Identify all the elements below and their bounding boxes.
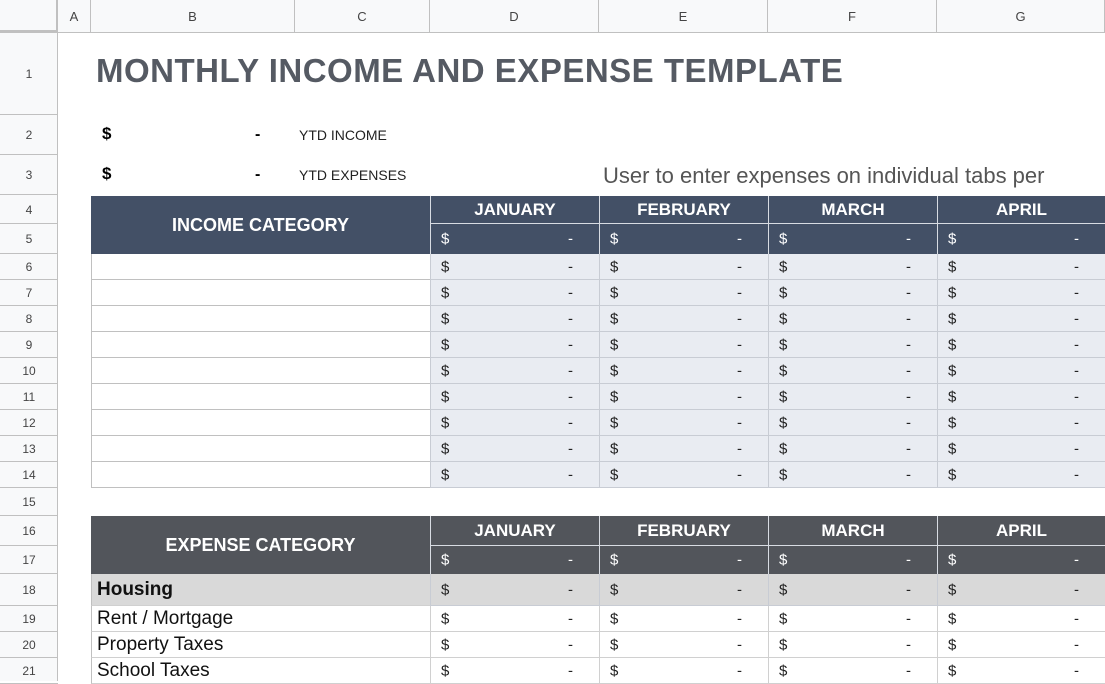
income-amount-cell[interactable] [599, 358, 768, 384]
income-month-total-april[interactable] [937, 224, 1105, 254]
amount-value: - [1074, 258, 1079, 275]
currency-symbol: $ [441, 466, 450, 483]
currency-symbol: $ [610, 466, 619, 483]
row-header-18[interactable]: 18 [0, 574, 58, 606]
amount-value: - [1074, 362, 1079, 379]
income-amount-cell[interactable] [768, 280, 937, 306]
row-header-10[interactable]: 10 [0, 358, 58, 384]
currency-symbol: $ [610, 551, 619, 569]
amount-value: - [906, 388, 911, 405]
currency-symbol: $ [610, 362, 619, 379]
amount-value: - [906, 610, 911, 627]
currency-symbol: $ [948, 581, 957, 598]
expense-month-header-february[interactable]: FEBRUARY [599, 516, 768, 546]
currency-symbol: $ [779, 610, 788, 627]
income-category-cell[interactable] [91, 410, 430, 436]
amount-value: - [1074, 551, 1079, 569]
expense-amount-cell[interactable] [599, 632, 768, 658]
amount-value: - [1074, 636, 1079, 653]
currency-symbol: $ [779, 636, 788, 653]
currency-symbol: $ [948, 440, 957, 457]
expense-group-label[interactable]: Housing [91, 574, 430, 606]
row-header-20[interactable]: 20 [0, 632, 58, 658]
currency-symbol: $ [610, 581, 619, 598]
expense-amount-cell[interactable] [768, 658, 937, 684]
row-header-3[interactable]: 3 [0, 155, 58, 195]
amount-value: - [737, 466, 742, 483]
income-amount-cell[interactable] [768, 254, 937, 280]
currency-symbol: $ [779, 414, 788, 431]
currency-symbol: $ [779, 336, 788, 353]
currency-symbol: $ [779, 581, 788, 598]
amount-value: - [1074, 440, 1079, 457]
currency-symbol: $ [441, 581, 450, 598]
expense-amount-cell[interactable] [430, 658, 599, 684]
amount-value: - [568, 581, 573, 598]
income-amount-cell[interactable] [768, 306, 937, 332]
expense-amount-cell[interactable] [937, 632, 1105, 658]
row-header-8[interactable]: 8 [0, 306, 58, 332]
amount-value: - [568, 610, 573, 627]
amount-value: - [906, 310, 911, 327]
row-header-2[interactable]: 2 [0, 115, 58, 155]
currency-symbol: $ [948, 258, 957, 275]
ytd-income-currency[interactable]: $ [102, 124, 112, 143]
currency-symbol: $ [948, 362, 957, 379]
amount-value: - [737, 362, 742, 379]
amount-value: - [568, 362, 573, 379]
amount-value: - [737, 581, 742, 598]
row-header-6[interactable]: 6 [0, 254, 58, 280]
currency-symbol: $ [441, 230, 450, 248]
income-category-cell[interactable] [91, 436, 430, 462]
income-amount-cell[interactable] [599, 410, 768, 436]
expense-group-amount-cell[interactable] [768, 574, 937, 606]
row-header-17[interactable]: 17 [0, 546, 58, 574]
amount-value: - [737, 662, 742, 679]
row-header-13[interactable]: 13 [0, 436, 58, 462]
currency-symbol: $ [441, 362, 450, 379]
row-header-12[interactable]: 12 [0, 410, 58, 436]
amount-value: - [568, 388, 573, 405]
currency-symbol: $ [610, 310, 619, 327]
income-amount-cell[interactable] [768, 410, 937, 436]
row-header-19[interactable]: 19 [0, 606, 58, 632]
row-header-16[interactable]: 16 [0, 516, 58, 546]
expense-group-amount-cell[interactable] [430, 574, 599, 606]
income-amount-cell[interactable] [937, 358, 1105, 384]
amount-value: - [906, 258, 911, 275]
currency-symbol: $ [779, 662, 788, 679]
amount-value: - [906, 551, 911, 569]
amount-value: - [906, 336, 911, 353]
currency-symbol: $ [779, 284, 788, 301]
row-header-4[interactable]: 4 [0, 196, 58, 224]
currency-symbol: $ [610, 336, 619, 353]
amount-value: - [737, 414, 742, 431]
expense-month-header-january[interactable]: JANUARY [430, 516, 599, 546]
amount-value: - [568, 230, 573, 248]
currency-symbol: $ [441, 610, 450, 627]
amount-value: - [906, 466, 911, 483]
currency-symbol: $ [441, 310, 450, 327]
income-month-header-april[interactable]: APRIL [937, 196, 1105, 224]
currency-symbol: $ [779, 362, 788, 379]
column-header-d[interactable]: D [430, 0, 599, 33]
amount-value: - [568, 336, 573, 353]
amount-value: - [568, 310, 573, 327]
amount-value: - [737, 551, 742, 569]
amount-value: - [737, 636, 742, 653]
income-amount-cell[interactable] [937, 332, 1105, 358]
amount-value: - [1074, 336, 1079, 353]
expense-amount-cell[interactable] [937, 658, 1105, 684]
amount-value: - [906, 581, 911, 598]
amount-value: - [737, 258, 742, 275]
amount-value: - [568, 258, 573, 275]
expense-month-total-january[interactable] [430, 546, 599, 574]
currency-symbol: $ [610, 414, 619, 431]
ytd-income-label[interactable]: YTD INCOME [299, 127, 387, 143]
income-amount-cell[interactable] [937, 462, 1105, 488]
amount-value: - [906, 440, 911, 457]
row-header-21[interactable]: 21 [0, 658, 58, 684]
column-header-a[interactable]: A [58, 0, 91, 33]
currency-symbol: $ [610, 258, 619, 275]
income-category-cell[interactable] [91, 254, 430, 280]
expense-category-label[interactable]: Property Taxes [91, 632, 430, 658]
amount-value: - [568, 466, 573, 483]
income-amount-cell[interactable] [937, 306, 1105, 332]
income-amount-cell[interactable] [937, 384, 1105, 410]
expense-group-amount-cell[interactable] [599, 574, 768, 606]
amount-value: - [568, 284, 573, 301]
currency-symbol: $ [779, 388, 788, 405]
income-amount-cell[interactable] [599, 280, 768, 306]
expense-amount-cell[interactable] [599, 606, 768, 632]
income-amount-cell[interactable] [768, 462, 937, 488]
expense-amount-cell[interactable] [768, 606, 937, 632]
amount-value: - [568, 662, 573, 679]
column-header-e[interactable]: E [599, 0, 768, 33]
amount-value: - [906, 414, 911, 431]
currency-symbol: $ [779, 258, 788, 275]
income-amount-cell[interactable] [430, 410, 599, 436]
income-amount-cell[interactable] [430, 384, 599, 410]
expense-month-header-march[interactable]: MARCH [768, 516, 937, 546]
ytd-expenses-label[interactable]: YTD EXPENSES [299, 167, 407, 183]
currency-symbol: $ [779, 310, 788, 327]
income-amount-cell[interactable] [768, 384, 937, 410]
income-amount-cell[interactable] [599, 306, 768, 332]
expense-month-header-april[interactable]: APRIL [937, 516, 1105, 546]
amount-value: - [568, 551, 573, 569]
income-month-total-march[interactable] [768, 224, 937, 254]
currency-symbol: $ [948, 336, 957, 353]
amount-value: - [737, 610, 742, 627]
income-month-total-january[interactable] [430, 224, 599, 254]
amount-value: - [1074, 230, 1079, 248]
currency-symbol: $ [948, 662, 957, 679]
column-header-g[interactable]: G [937, 0, 1105, 33]
column-header-f[interactable]: F [768, 0, 937, 33]
ytd-income-value[interactable]: - [255, 126, 261, 143]
amount-value: - [906, 362, 911, 379]
currency-symbol: $ [610, 284, 619, 301]
currency-symbol: $ [779, 230, 788, 248]
amount-value: - [568, 440, 573, 457]
income-category-cell[interactable] [91, 384, 430, 410]
row-header-5[interactable]: 5 [0, 224, 58, 254]
currency-symbol: $ [610, 440, 619, 457]
currency-symbol: $ [948, 230, 957, 248]
income-amount-cell[interactable] [937, 410, 1105, 436]
income-amount-cell[interactable] [937, 280, 1105, 306]
income-category-cell[interactable] [91, 306, 430, 332]
currency-symbol: $ [779, 440, 788, 457]
income-amount-cell[interactable] [599, 462, 768, 488]
amount-value: - [1074, 388, 1079, 405]
income-amount-cell[interactable] [430, 254, 599, 280]
income-category-cell[interactable] [91, 358, 430, 384]
expense-category-label[interactable]: Rent / Mortgage [91, 606, 430, 632]
currency-symbol: $ [441, 258, 450, 275]
row-header-7[interactable]: 7 [0, 280, 58, 306]
income-category-cell[interactable] [91, 280, 430, 306]
currency-symbol: $ [779, 466, 788, 483]
income-month-header-february[interactable]: FEBRUARY [599, 196, 768, 224]
currency-symbol: $ [948, 636, 957, 653]
income-amount-cell[interactable] [430, 280, 599, 306]
currency-symbol: $ [948, 551, 957, 569]
page-title[interactable]: MONTHLY INCOME AND EXPENSE TEMPLATE [96, 52, 844, 89]
amount-value: - [1074, 662, 1079, 679]
amount-value: - [906, 662, 911, 679]
income-category-header[interactable]: INCOME CATEGORY [91, 196, 430, 254]
amount-value: - [737, 336, 742, 353]
row-header-11[interactable]: 11 [0, 384, 58, 410]
amount-value: - [737, 440, 742, 457]
ytd-expenses-value[interactable]: - [255, 166, 261, 183]
currency-symbol: $ [441, 551, 450, 569]
currency-symbol: $ [610, 662, 619, 679]
income-amount-cell[interactable] [430, 358, 599, 384]
currency-symbol: $ [441, 636, 450, 653]
currency-symbol: $ [948, 610, 957, 627]
row-header-14[interactable]: 14 [0, 462, 58, 488]
amount-value: - [1074, 581, 1079, 598]
income-amount-cell[interactable] [937, 436, 1105, 462]
currency-symbol: $ [441, 662, 450, 679]
expense-month-total-april[interactable] [937, 546, 1105, 574]
amount-value: - [1074, 284, 1079, 301]
amount-value: - [1074, 610, 1079, 627]
amount-value: - [906, 284, 911, 301]
amount-value: - [568, 636, 573, 653]
income-category-cell[interactable] [91, 462, 430, 488]
amount-value: - [1074, 466, 1079, 483]
amount-value: - [737, 284, 742, 301]
column-header-b[interactable]: B [91, 0, 295, 33]
currency-symbol: $ [441, 414, 450, 431]
currency-symbol: $ [779, 551, 788, 569]
income-month-total-february[interactable] [599, 224, 768, 254]
income-amount-cell[interactable] [430, 462, 599, 488]
amount-value: - [737, 230, 742, 248]
income-amount-cell[interactable] [599, 254, 768, 280]
expense-category-header[interactable]: EXPENSE CATEGORY [91, 516, 430, 574]
currency-symbol: $ [441, 336, 450, 353]
expense-group-amount-cell[interactable] [937, 574, 1105, 606]
currency-symbol: $ [610, 636, 619, 653]
income-amount-cell[interactable] [768, 358, 937, 384]
row-header-15[interactable]: 15 [0, 488, 58, 516]
currency-symbol: $ [610, 388, 619, 405]
currency-symbol: $ [441, 388, 450, 405]
currency-symbol: $ [441, 440, 450, 457]
amount-value: - [906, 230, 911, 248]
amount-value: - [568, 414, 573, 431]
income-amount-cell[interactable] [430, 332, 599, 358]
expense-month-total-march[interactable] [768, 546, 937, 574]
currency-symbol: $ [610, 610, 619, 627]
income-amount-cell[interactable] [599, 384, 768, 410]
amount-value: - [737, 388, 742, 405]
income-amount-cell[interactable] [768, 436, 937, 462]
income-month-header-january[interactable]: JANUARY [430, 196, 599, 224]
currency-symbol: $ [948, 310, 957, 327]
income-amount-cell[interactable] [937, 254, 1105, 280]
income-amount-cell[interactable] [599, 332, 768, 358]
expense-month-total-february[interactable] [599, 546, 768, 574]
column-header-c[interactable]: C [295, 0, 430, 33]
ytd-expenses-currency[interactable]: $ [102, 164, 112, 183]
income-amount-cell[interactable] [430, 306, 599, 332]
amount-value: - [737, 310, 742, 327]
expense-category-label[interactable]: School Taxes [91, 658, 430, 684]
income-amount-cell[interactable] [430, 436, 599, 462]
amount-value: - [1074, 414, 1079, 431]
expense-amount-cell[interactable] [430, 606, 599, 632]
amount-value: - [1074, 310, 1079, 327]
income-amount-cell[interactable] [768, 332, 937, 358]
expense-amount-cell[interactable] [599, 658, 768, 684]
row-header-9[interactable]: 9 [0, 332, 58, 358]
income-amount-cell[interactable] [599, 436, 768, 462]
currency-symbol: $ [441, 284, 450, 301]
currency-symbol: $ [948, 466, 957, 483]
expense-amount-cell[interactable] [430, 632, 599, 658]
expense-amount-cell[interactable] [937, 606, 1105, 632]
instruction-note[interactable]: User to enter expenses on individual tabs per [603, 163, 1045, 188]
currency-symbol: $ [948, 284, 957, 301]
amount-value: - [906, 636, 911, 653]
select-all-corner[interactable] [0, 0, 58, 33]
currency-symbol: $ [948, 414, 957, 431]
income-category-cell[interactable] [91, 332, 430, 358]
currency-symbol: $ [948, 388, 957, 405]
row-header-1[interactable]: 1 [0, 33, 58, 115]
expense-amount-cell[interactable] [768, 632, 937, 658]
income-month-header-march[interactable]: MARCH [768, 196, 937, 224]
currency-symbol: $ [610, 230, 619, 248]
